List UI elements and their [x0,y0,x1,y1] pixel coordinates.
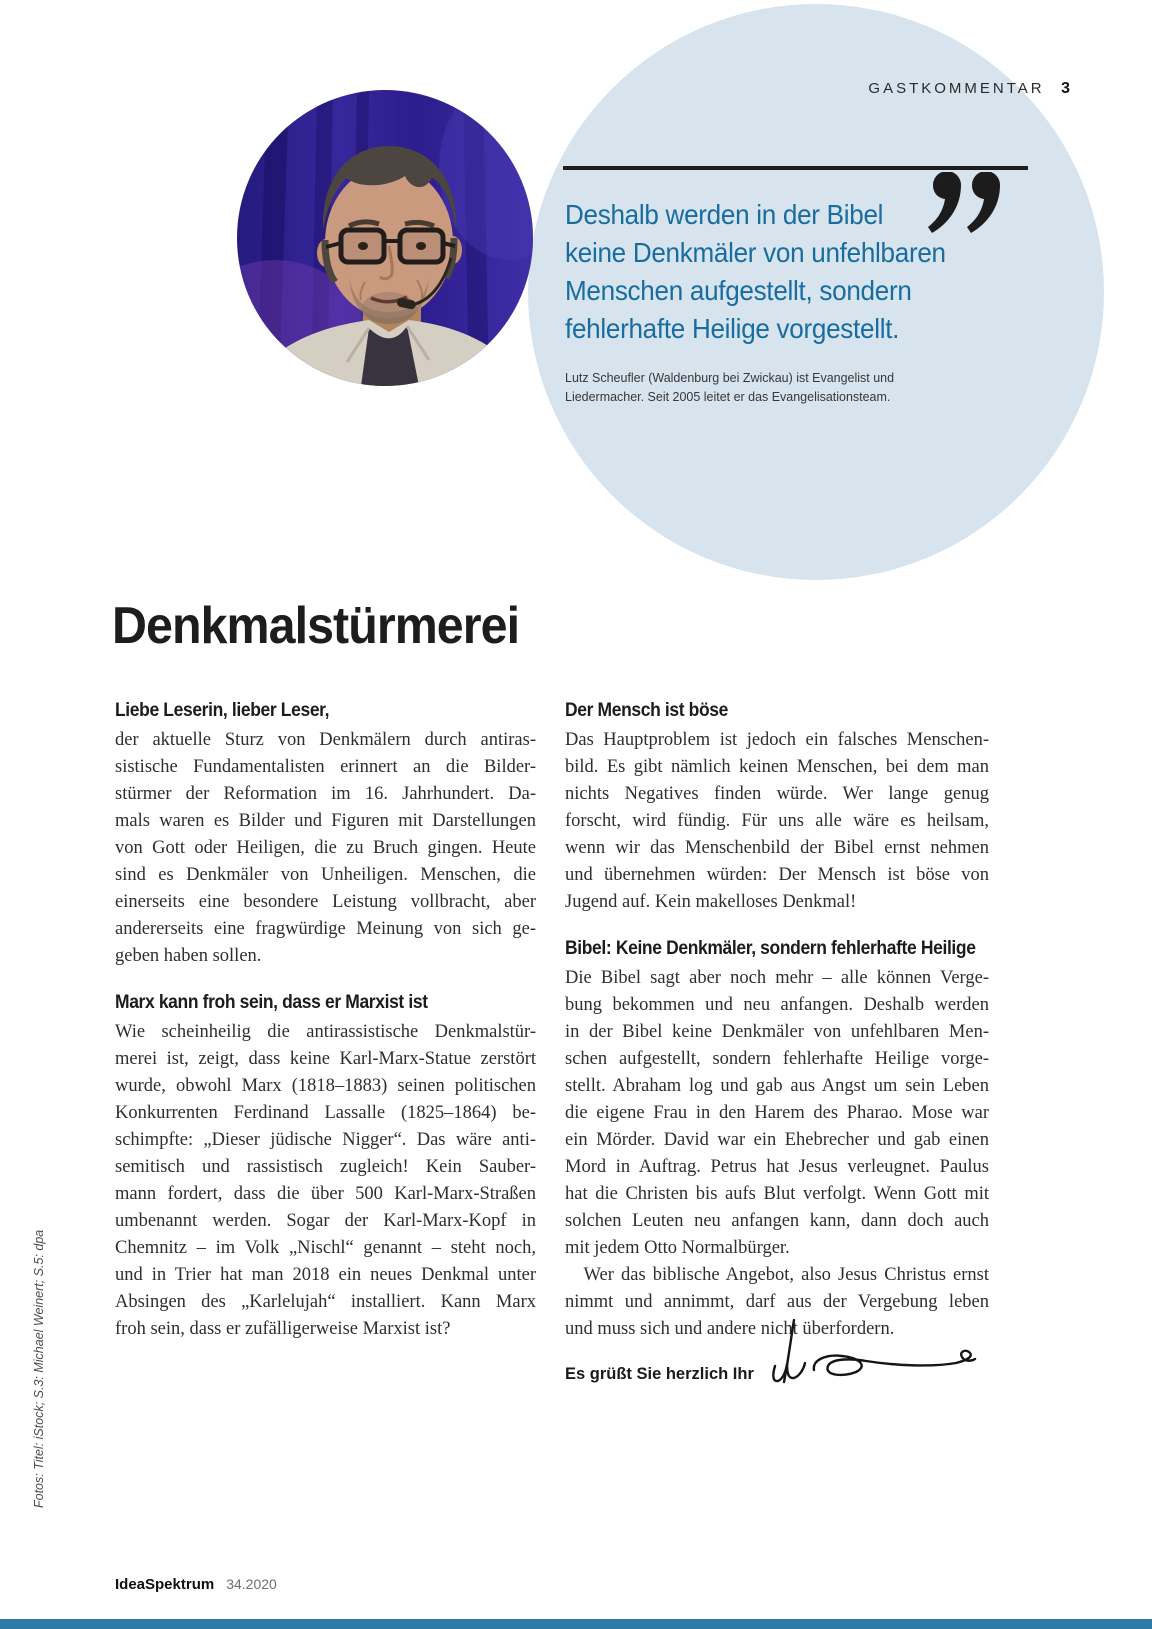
left-column [115,700,536,1365]
page-number: 3 [1061,80,1070,97]
bottom-accent-bar [0,1619,1152,1629]
author-portrait-illustration [237,90,533,386]
issue-number: 34.2020 [226,1576,277,1592]
section-kicker: GASTKOMMENTAR [868,80,1045,97]
section-mensch-boese [565,700,989,916]
section-bibel [565,938,989,1343]
section-body-continued: Wer das biblische Angebot, also Jesus Christus ernst nimmt und annimmt, darf aus der Vergebung leben und muss sich und andere nicht überfordern. [565,1265,989,1339]
photo-credit: Fotos: Titel: iStock; S.3: Michael Weinert; S.5: dpa [32,1229,46,1508]
pull-quote: Deshalb werden in der Bibel keine Denkmäler von unfehlbaren Menschen aufgestellt, sondern fehlerhafte Heilige vorgestellt. [565,199,946,344]
author-signature [748,1318,998,1403]
section-heading: Bibel: Keine Denkmäler, sondern fehlerhafte Heilige [565,938,976,959]
right-column [565,700,989,1384]
section-heading: Marx kann froh sein, dass er Marxist ist [115,992,428,1013]
section-heading: Liebe Leserin, lieber Leser, [115,700,330,721]
section-body: Wie scheinheilig die antirassistische Denkmalstür- merei ist, zeigt, dass keine Karl-Marx-Statue zerstört wurde, obwohl Marx (1818–1883) seinen politischen Konkurrenten Ferdinand Lassalle (1825–1864) be- schimpfte: „Dieser jüdische Nigger“. Das wäre anti- semitisch und rassistisch zugleich! Kein Sauber- mann fordert, dass die über 500 Karl-Marx-Straßen umbenannt werden. Sogar der Karl-Marx-Kopf in Chemnitz – im Volk „Nischl“ genannt – steht noch, und in Trier hat man 2018 ein neues Denkmal unter Absingen des „Karlelujah“ installiert. Kann Marx froh sein, dass er zufälligerweise Marxist ist? [115,1022,536,1339]
section-heading: Der Mensch ist böse [565,700,729,721]
magazine-brand: IdeaSpektrum [115,1576,215,1593]
page-footer [115,1576,277,1593]
closing-salutation: Es grüßt Sie herzlich Ihr [565,1365,754,1383]
page-header [0,80,1070,98]
author-photo [237,90,533,386]
section-liebe-leserin [115,700,536,970]
section-body: Das Hauptproblem ist jedoch ein falsches Menschen- bild. Es gibt nämlich keinen Menschen, bei dem man nichts Negatives finden würde. Wer lange genug forscht, wird fündig. Für uns alle wäre es heilsam, wenn wir das Menschenbild der Bibel ernst nehmen und übernehmen würden: Der Mensch ist böse von Jugend auf. Kein makelloses Denkmal! [565,730,989,912]
section-body: Die Bibel sagt aber noch mehr – alle können Verge- bung bekommen und neu anfangen. Deshalb werden in der Bibel keine Denkmäler von unfehlbaren Men- schen aufgestellt, sondern fehlerhafte Heilige vorge- stellt. Abraham log und gab aus Angst um sein Leben die eigene Frau in den Harem des Pharao. Mose war ein Mörder. David war ein Ehebrecher und gab einen Mord in Auftrag. Petrus hat Jesus verleugnet. Paulus hat die Christen bis aufs Blut verfolgt. Wenn Gott mit solchen Leuten neu anfangen kann, dann doch auch mit jedem Otto Normalbürger. [565,968,989,1258]
article-headline: Denkmalstürmerei [112,597,520,655]
quote-attribution: Lutz Scheufler (Waldenburg bei Zwickau) ist Evangelist und Liedermacher. Seit 2005 leitet er das Evangelisationsteam. [565,370,895,404]
section-body: der aktuelle Sturz von Denkmälern durch antiras- sistische Fundamentalisten erinnert an die Bilder- stürmer der Reformation im 16. Jahrhundert. Da- mals waren es Bilder und Figuren mit Darstellungen von Gott oder Heiligen, die zu Bruch gingen. Heute sind es Denkmäler von Unheiligen. Menschen, die einerseits eine besondere Leistung vollbracht, aber andererseits eine fragwürdige Meinung von sich ge- geben haben sollen. [115,730,536,966]
quote-rule [563,166,1028,170]
section-marx [115,992,536,1343]
